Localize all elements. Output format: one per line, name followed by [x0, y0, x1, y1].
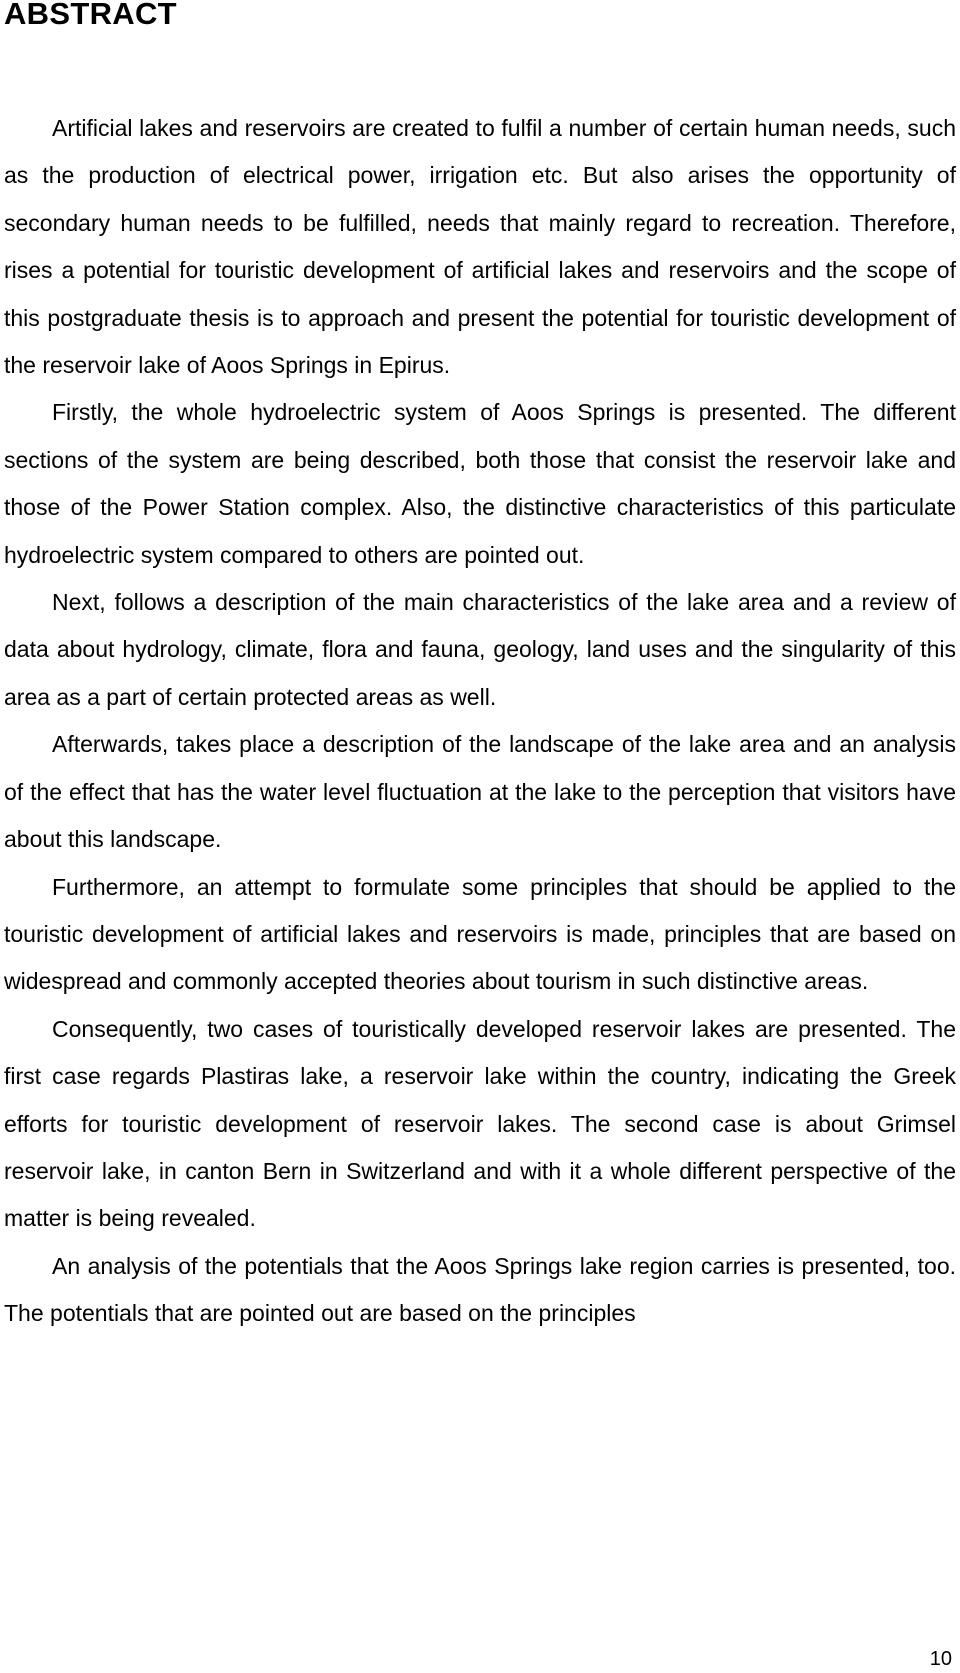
abstract-body [4, 105, 956, 1338]
paragraph-4: Afterwards, takes place a description of the landscape of the lake area and an analysis of the effect that has the water level fluctuation at the lake to the perception that visitors have about this landscape. [4, 731, 956, 853]
paragraph-7: An analysis of the potentials that the Aoos Springs lake region carries is presented, too. The potentials that are pointed out are based on the principles [4, 1252, 956, 1327]
page-number: 10 [929, 1648, 952, 1670]
paragraph-1: Artificial lakes and reservoirs are created to fulfil a number of certain human needs, such as the production of electrical power, irrigation etc. But also arises the opportunity of secondary human needs to be fulfilled, needs that mainly regard to recreation. Therefore, rises a potential for touristic development of artificial lakes and reservoirs and the scope of this postgraduate thesis is to approach and present the potential for touristic development of the reservoir lake of Aoos Springs in Epirus. [4, 115, 956, 379]
section-heading: ABSTRACT [4, 0, 177, 31]
paragraph-5: Furthermore, an attempt to formulate some principles that should be applied to the touristic development of artificial lakes and reservoirs is made, principles that are based on widespread and commonly accepted theories about tourism in such distinctive areas. [4, 873, 956, 995]
paragraph-3: Next, follows a description of the main characteristics of the lake area and a review of data about hydrology, climate, flora and fauna, geology, land uses and the singularity of this area as a part of certain protected areas as well. [4, 589, 956, 710]
paragraph-6: Consequently, two cases of touristically developed reservoir lakes are presented. The first case regards Plastiras lake, a reservoir lake within the country, indicating the Greek efforts for touristic development of reservoir lakes. The second case is about Grimsel reservoir lake, in canton Bern in Switzerland and with it a whole different perspective of the matter is being revealed. [4, 1015, 956, 1232]
paragraph-2: Firstly, the whole hydroelectric system of Aoos Springs is presented. The different sections of the system are being described, both those that consist the reservoir lake and those of the Power Station complex. Also, the distinctive characteristics of this particulate hydroelectric system compared to others are pointed out. [4, 399, 956, 568]
